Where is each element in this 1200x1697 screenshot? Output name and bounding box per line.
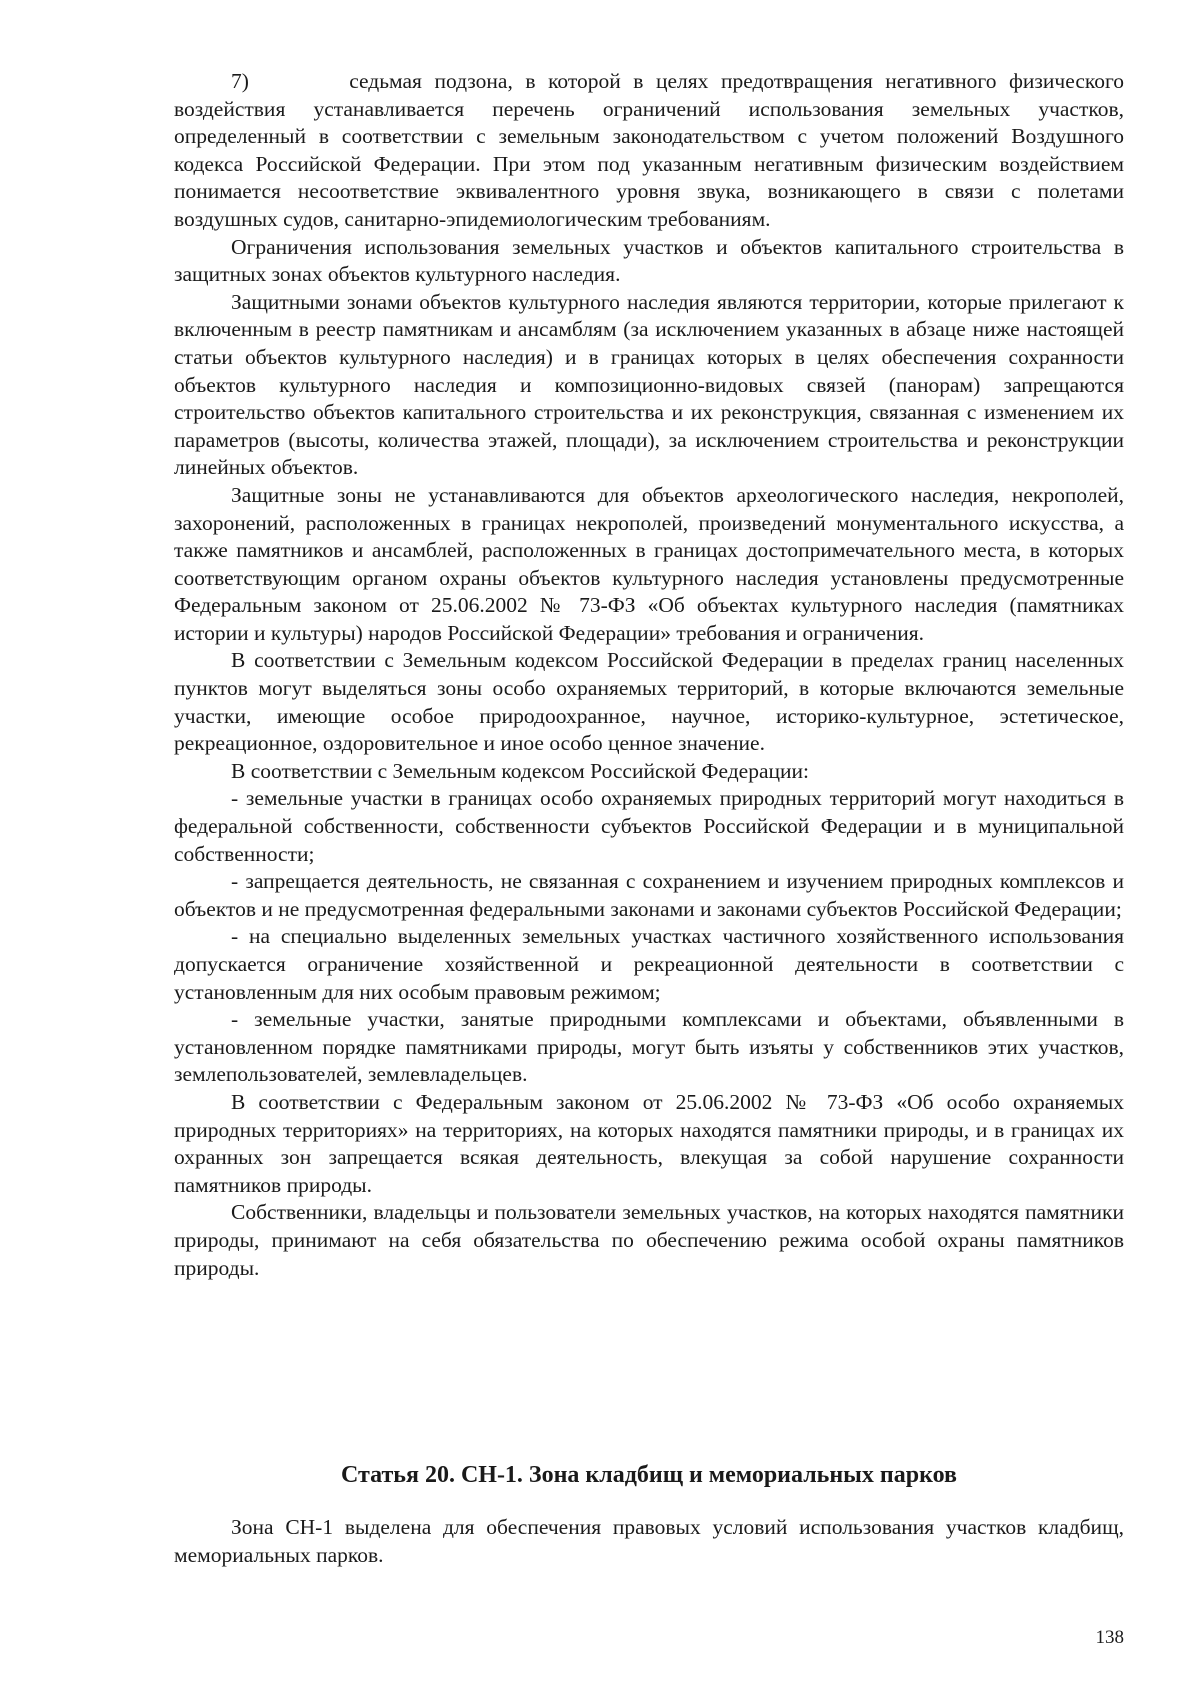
paragraph-protective-zones-definition: Защитными зонами объектов культурного наследия являются территории, которые прилегают к включенным в реестр памятникам и ансамблям (за исключением указанных в абзаце ниже настоящей статьи объектов культурного наследия) и в границах которых в целях обеспечения сохранности объектов культурного наследия и композиционно-видовых связей (панорам) запрещаются строительство объектов капитального строительства и их реконструкция, связанная с изменением их параметров (высоты, количества этажей, площади), за исключением строительства и реконструкции линейных объектов. — [174, 289, 1124, 480]
list-item-ownership: - земельные участки в границах особо охраняемых природных территорий могут находиться в федеральной собственности, собственности субъектов Российской Федерации и в муниципальной собственности; — [174, 786, 1124, 866]
page-number: 138 — [1095, 1627, 1124, 1648]
list-item-prohibited-activity: - запрещается деятельность, не связанная с сохранением и изучением природных комплексов и объектов и не предусмотренная федеральными законами и законами субъектов Российской Федерации; — [174, 869, 1124, 921]
list-item-seizure: - земельные участки, занятые природными комплексами и объектами, объявленными в установленном порядке памятниками природы, могут быть изъяты у собственников этих участков, землепользователей, землевладельцев. — [174, 1007, 1124, 1087]
paragraph-protected-territories: В соответствии с Земельным кодексом Российской Федерации в пределах границ населенных пунктов могут выделяться зоны особо охраняемых территорий, в которые включаются земельные участки, имеющие особое природоохранное, научное, историко-культурное, эстетическое, рекреационное, оздоровительное и иное особо ценное значение. — [174, 648, 1124, 756]
list-item-partial-use: - на специально выделенных земельных участках частичного хозяйственного использования допускается ограничение хозяйственной и рекреационной деятельности в соответствии с установленным для них особым правовым режимом; — [174, 924, 1124, 1004]
paragraph-cultural-restrictions: Ограничения использования земельных участков и объектов капитального строительства в защитных зонах объектов культурного наследия. — [174, 234, 1124, 287]
paragraph-owners-obligations: Собственники, владельцы и пользователи земельных участков, на которых находятся памятники природы, принимают на себя обязательства по обеспечению режима особой охраны памятников природы. — [174, 1200, 1124, 1280]
paragraph-subzone-7: 7) седьмая подзона, в которой в целях предотвращения негативного физического воздействия устанавливается перечень ограничений использования земельных участков, определенный в соответствии с земельным законодательством с учетом положений Воздушного кодекса Российской Федерации. При этом под указанным негативным физическим воздействием понимается несоответствие эквивалентного уровня звука, возникающего в связи с полетами воздушных судов, санитарно-эпидемиологическим требованиям. — [174, 69, 1124, 231]
section-heading: Статья 20. СН-1. Зона кладбищ и мемориальных парков — [341, 1462, 957, 1488]
document-body — [174, 68, 1124, 1282]
paragraph-federal-law: В соответствии с Федеральным законом от 25.06.2002 № 73-ФЗ «Об особо охраняемых природных территориях» на территориях, на которых находятся памятники природы, и в границах их охранных зон запрещается всякая деятельность, влекущая за собой нарушение сохранности памятников природы. — [174, 1089, 1124, 1197]
paragraph-land-code-intro: В соответствии с Земельным кодексом Российской Федерации: — [231, 758, 810, 783]
paragraph-zone-sn1: Зона СН-1 выделена для обеспечения правовых условий использования участков кладбищ, мемориальных парков. — [174, 1515, 1124, 1567]
paragraph-protective-zones-exceptions: Защитные зоны не устанавливаются для объектов археологического наследия, некрополей, захоронений, расположенных в границах некрополей, произведений монументального искусства, а также памятников и ансамблей, расположенных в границах достопримечательного места, в которых соответствующим органом охраны объектов культурного наследия установлены предусмотренные Федеральным законом от 25.06.2002 № 73-ФЗ «Об объектах культурного наследия (памятниках истории и культуры) народов Российской Федерации» требования и ограничения. — [174, 482, 1124, 645]
